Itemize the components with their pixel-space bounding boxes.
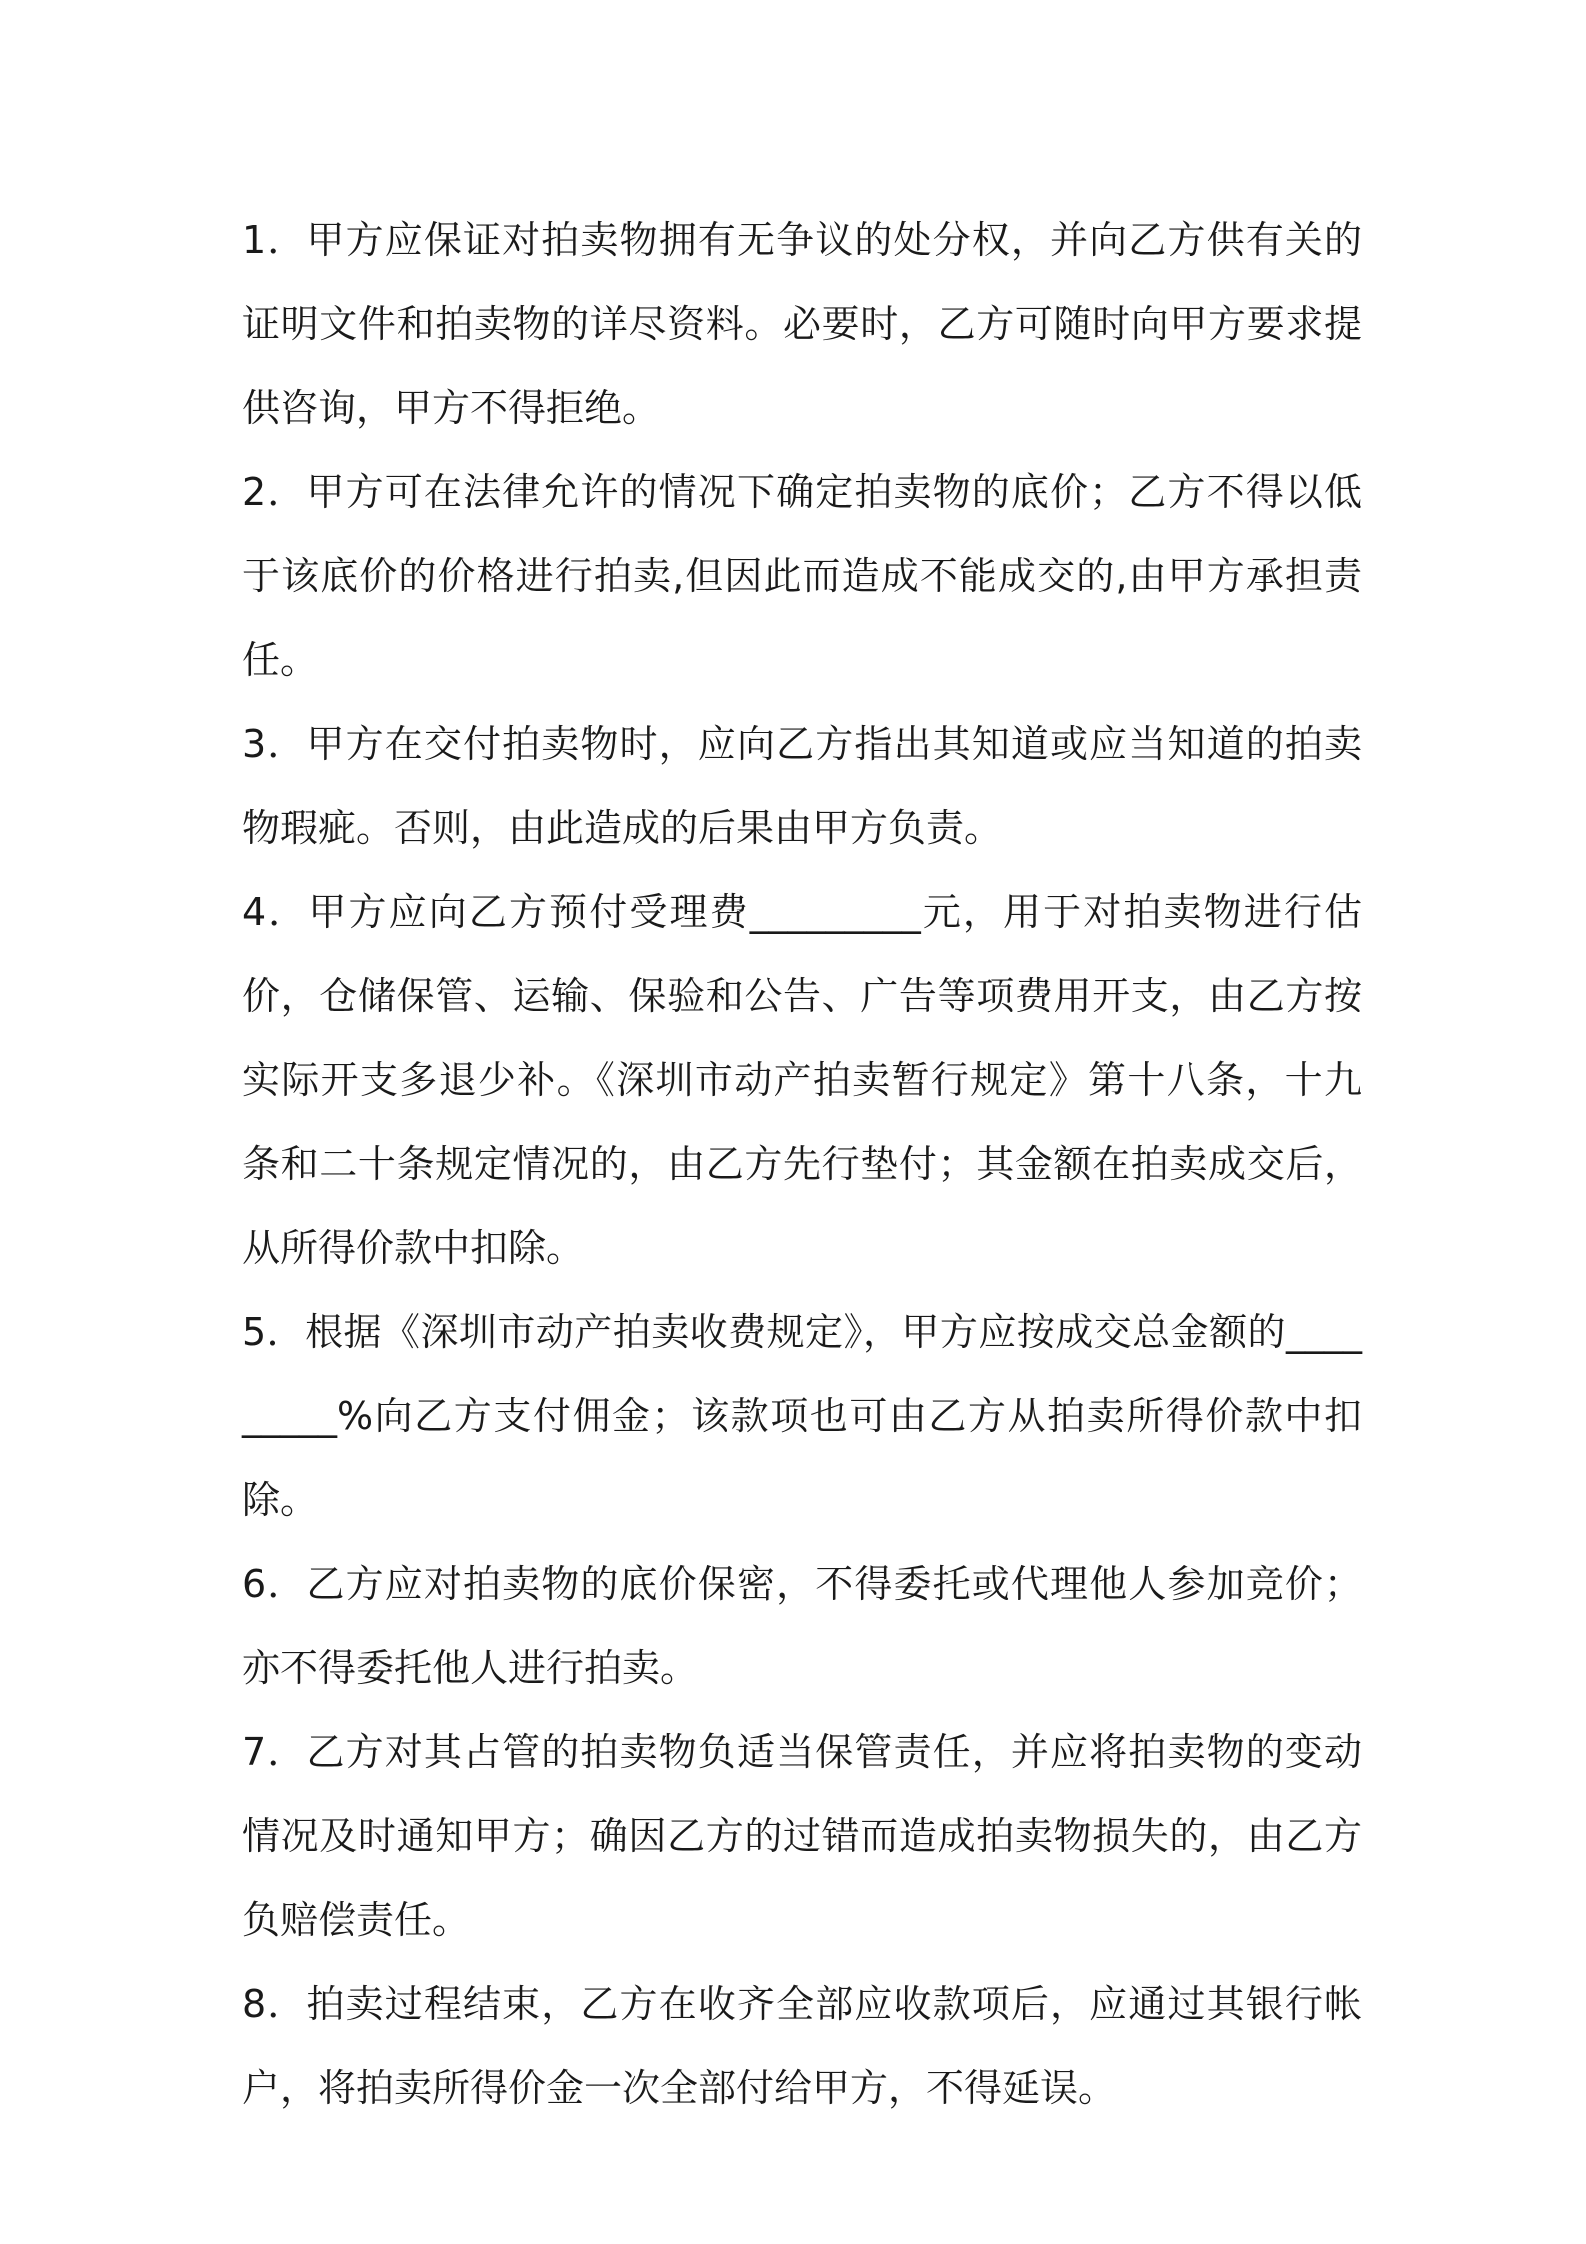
clause-1: 1．甲方应保证对拍卖物拥有无争议的处分权，并向乙方供有关的证明文件和拍卖物的详尽资料。必要时，乙方可随时向甲方要求提供咨询，甲方不得拒绝。 <box>242 218 1362 430</box>
clause-8: 8．拍卖过程结束，乙方在收齐全部应收款项后，应通过其银行帐户，将拍卖所得价金一次全部付给甲方，不得延误。 <box>242 1982 1362 2110</box>
clause-2: 2．甲方可在法律允许的情况下确定拍卖物的底价；乙方不得以低于该底价的价格进行拍卖,但因此而造成不能成交的,由甲方承担责任。 <box>242 470 1362 682</box>
clause-4: 4．甲方应向乙方预付受理费_________元，用于对拍卖物进行估价，仓储保管、运输、保验和公告、广告等项费用开支，由乙方按实际开支多退少补。《深圳市动产拍卖暂行规定》第十八条，十九条和二十条规定情况的，由乙方先行垫付；其金额在拍卖成交后，从所得价款中扣除。 <box>242 890 1362 1270</box>
document-body <box>242 198 1362 2130</box>
clause-7: 7．乙方对其占管的拍卖物负适当保管责任，并应将拍卖物的变动情况及时通知甲方；确因乙方的过错而造成拍卖物损失的，由乙方负赔偿责任。 <box>242 1730 1362 1942</box>
clause-3: 3．甲方在交付拍卖物时，应向乙方指出其知道或应当知道的拍卖物瑕疵。否则，由此造成的后果由甲方负责。 <box>242 722 1362 850</box>
clause-5: 5．根据《深圳市动产拍卖收费规定》，甲方应按成交总金额的_________%向乙方支付佣金；该款项也可由乙方从拍卖所得价款中扣除。 <box>242 1310 1362 1522</box>
clause-6: 6．乙方应对拍卖物的底价保密，不得委托或代理他人参加竞价；亦不得委托他人进行拍卖。 <box>242 1562 1362 1690</box>
